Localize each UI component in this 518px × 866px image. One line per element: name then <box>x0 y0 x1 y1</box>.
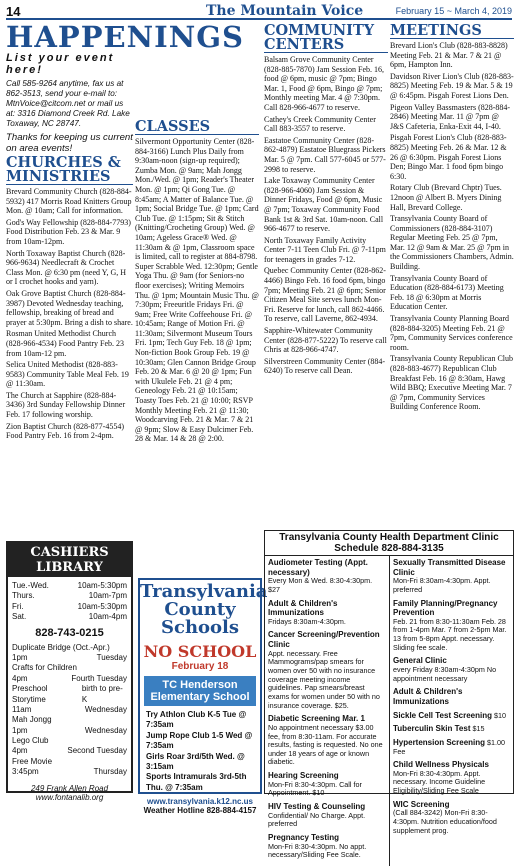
list-item: Lake Toxaway Community Center (828-966-4060) Jam Session & Dinner Fridays, Food @ 6pm, Music @ 7pm; Toxaway Community Food Bank 1st & 3rd Sat. 10am-noon. Call 966-4677 to reserve. <box>264 176 384 234</box>
school-event: Sports Intramurals 3rd-5th Thu. @ 7:35am <box>146 772 247 792</box>
list-item: Zion Baptist Church (828-877-4554) Food Pantry Feb. 16 from 2-4pm. <box>6 421 124 441</box>
event-row <box>12 715 127 725</box>
issue-date: February 15 ~ March 4, 2019 <box>395 6 512 16</box>
event-name: Mah Jongg <box>12 715 52 725</box>
event-name: Lego Club <box>12 736 49 746</box>
clinic-item <box>393 656 510 683</box>
event-name: Crafts for Children <box>12 663 77 673</box>
cashiers-title: CASHIERS LIBRARY <box>8 543 131 577</box>
event-name: 11am <box>12 704 32 714</box>
event-row <box>12 705 127 715</box>
happenings-title: HAPPENINGS <box>6 20 244 54</box>
event-row <box>12 746 127 756</box>
health-left-column <box>265 556 389 866</box>
clinic-item <box>268 630 386 710</box>
clinic-item <box>268 771 386 798</box>
clinic-item <box>393 760 510 796</box>
list-item: Sapphire-Whitewater Community Center (828-877-5222) To reserve call Chris at 828-966-4747. <box>264 326 387 355</box>
hours-day: Sat. <box>12 612 27 622</box>
hours-row <box>12 591 127 601</box>
event-when: birth to pre-K <box>81 684 123 704</box>
school-event: Jump Rope Club 1-5 Wed @ 7:35am <box>146 730 253 751</box>
clinic-detail: Fridays 8:30am-4:30pm. <box>268 616 346 626</box>
column-3 <box>264 22 388 527</box>
library-address: 249 Frank Allen Road <box>30 783 109 793</box>
event-name: 3:45pm <box>12 767 39 777</box>
school-event: Girls Roar 3rd/5th Wed. @ 3:15am <box>146 751 245 771</box>
clinic-detail: Mon-Fri 8:30-4:30pm. Call for Appointment. $10 <box>268 779 362 798</box>
clinic-detail: No appointment necessary $3.00 fee, from 8:30-11am. For accurate results, fasting is requested. No one under 18 years of age or known diabetic. <box>268 722 383 767</box>
list-item: Pisgah Forest Lion's Club (828-883-8825) Meeting Feb. 26 & Mar. 12 & 26 @ 6:30pm. Pisgah Forest Lions Den; Bingo Mar. 1 food 6pm bingo 6:30. <box>390 133 507 181</box>
clinic-detail: Every Mon & Wed. 8:30-4:30pm. $27 <box>268 576 373 594</box>
list-item: Selica United Methodist (828-883-9583) Community Table Meal Feb. 19 @ 11:30am. <box>6 360 129 389</box>
community-heading: COMMUNITY CENTERS <box>264 24 388 53</box>
hours-time: 10am-7pm <box>88 591 127 601</box>
hours-time: 10am-4pm <box>88 612 127 622</box>
list-item: Brevard Lion's Club (828-883-8828) Meeting Feb. 21 & Mar. 7 & 21 @ 6pm, Hampton Inn. <box>390 41 508 70</box>
list-item: Quebec Community Center (828-862-4466) Bingo Feb. 16 food 6pm, bingo 7pm; Meeting Feb. 21 @ 6pm; Senior Citizen Meal Site serves lunch Mon-Fri. Reserve for lunch, call 862-4466. To reserve, call Laverne, 862-4934. <box>264 266 386 324</box>
event-row <box>12 663 127 673</box>
list-item: Rosman United Methodist Church (828-966-4534) Food Pantry Feb. 23 from 10am-12 pm. <box>6 329 124 358</box>
page-header <box>6 4 512 20</box>
clinic-name: General Clinic <box>393 656 447 666</box>
clinic-detail: $15 <box>472 724 485 734</box>
list-item: Transylvania County Planning Board (828-884-3205) Meeting Feb. 21 @ 7pm, Community Services conference room. <box>390 314 513 352</box>
hours-row <box>12 602 127 612</box>
meetings-heading: MEETINGS <box>390 24 514 39</box>
event-when: Fourth Tuesday <box>71 673 127 683</box>
thanks-note: Thanks for keeping us current on area events! <box>6 132 133 154</box>
list-item: Balsam Grove Community Center (828-885-7870) Jam Session Feb. 16, food @ 6pm, music @ 7pm; Bingo Mar. 1, Food @ 6pm, Bingo @ 7pm; Monthly meeting Mar. 4 @ 7:30pm. Call 828-966-4677 to reserve. <box>264 55 384 112</box>
event-row <box>12 767 127 777</box>
event-row <box>12 653 127 663</box>
clinic-name: Child Wellness Physicals <box>393 760 489 770</box>
clinic-item <box>393 724 510 734</box>
clinic-detail: Feb. 21 from 8:30-11:30am Feb. 28 from 1-4pm Mar. 7 from 2-5pm Mar. 13 from 5-8pm Appt. necessary. Sliding fee scale. <box>393 616 507 652</box>
hours-time: 10am-5:30pm <box>77 581 127 590</box>
event-name: 4pm <box>12 673 28 683</box>
clinic-name: WIC Screening <box>393 799 450 809</box>
clinic-name: Diabetic Screening Mar. 1 <box>268 714 365 724</box>
event-name: Free Movie <box>12 756 53 766</box>
clinic-item <box>393 711 510 721</box>
list-item: Davidson River Lion's Club (828-883-8825) Meeting Feb. 19 & Mar. 5 & 19 @ 6:45pm. Pisgah Forest Lions Den. <box>390 71 514 100</box>
clinic-detail: $10 <box>494 710 507 720</box>
clinic-detail: Appt. necessary. Free Mammograms/pap smears for women over 50 with no insurance coverage meeting income guidelines. Pap smears/breast exams for women under 50 with no insurance coverage. $25. <box>268 648 380 710</box>
clinic-name: Hearing Screening <box>268 771 339 781</box>
classes-heading: CLASSES <box>135 120 259 135</box>
health-title: Transylvania County Health Department Clinic Schedule 828-884-3135 <box>265 531 513 556</box>
no-school-notice: NO SCHOOL <box>143 642 257 661</box>
list-item: Transylvania County Board of Commissioners (828-884-3107) Regular Meeting Feb. 25 @ 7pm, Mar. 12 @ 9am & Mar. 25 @ 7pm in the Commissioners Chambers, Admin. Building. <box>390 214 514 272</box>
schools-title: Transylvania County Schools <box>140 581 268 638</box>
clinic-detail: Mon-Fri 8:30am-4:30pm. Appt. preferred <box>393 576 491 594</box>
list-item: North Toxaway Baptist Church (828-966-9634) Needlecraft & Crochet Class Mon. @ 6:30 pm (need Y, G, H or I crochet hooks and yarn). <box>6 248 127 287</box>
hours-time: 10am-5:30pm <box>77 601 127 611</box>
clinic-name: Hypertension Screening <box>393 737 486 747</box>
hours-row <box>12 612 127 622</box>
clinic-detail: Mon-Fri 8:30-4:30pm. No appt. necessary/Sliding Fee Scale. <box>268 841 367 860</box>
list-item: North Toxaway Family Activity Center 7-11 Teen Club Fri. @ 7-11pm for teenagers in grades 7-12. <box>264 235 386 264</box>
school-event: Try Athlon Club K-5 Tue @ 7:35am <box>146 710 247 730</box>
list-item: Silvermont Opportunity Center (828-884-3166) Lunch Plus Daily from 9:30am-noon (sign-up required); Zumba Mon. @ 9am; Mah Jongg Mon./Wed. @ 1pm; Reader's Theater Mon. @ 1pm; Qi Gong Tue. @ 8:45am; A Matter of Balance Tue. @ 1pm; Social Bridge Tue. @ 1pm; Card Club Tue. @ 1:15pm; Sit & Stitch (Knitting/Crocheting Group) Wed. @ 10am; Ageless Grace® Wed. @ 11:30am & @ 1pm, Classroom space is limited, call to register at 884-8798. Super Scrabble Wed. 12:30pm; Gentle Yoga Thu. @ 9am (for Seniors-no floor exercises); Writing Memoirs Thu. @ 1pm; Mountain Music Thu. @ 7:30pm; Freeuritle Fridays Fri. @ 9am; Free Write Coffeehouse Fri. @ 10:45am; Range of Motion Fri. @ 11:30am; Silvermont Museum Tours Fri. 1pm; Tech Guy Feb. 18 @ 1pm; Non-fiction Book Group Feb. 19 @ 10:30am; Glen Cannon Bridge Group Feb. 20 & Mar. 6 @ 20 @ 1pm; Fun with Ukulele Feb. 21 @ 4 pm; Geneology Feb. 21 @ 10:15am; Toasty Toes Feb. 21 @ 10:00; RSVP Monthly Meeting Feb. 21 @ 11:30; Woodcarving Feb. 21 & Mar. 7 & 21 @ 9pm; Slow & Easy Dulcimer Feb. 28 & Mar. 14 & 28 @ 2:00. <box>135 137 259 444</box>
list-item: Oak Grove Baptist Church (828-884-3987) Devoted Wednesday teaching, fellowship, breaking of bread and prayer at 5:30pm. Bring a dish to share. <box>6 288 133 327</box>
clinic-item <box>393 558 510 595</box>
event-when: Thursday <box>93 767 127 777</box>
column-4 <box>390 22 514 414</box>
event-when: Second Tuesday <box>67 746 127 756</box>
clinic-detail: (Call 884-3242) Mon-Fri 8:30-4:30pm. Nutrition education/food supplement prog. <box>393 808 497 835</box>
clinic-detail: Mon-Fri 8:30-4:30pm. Appt. necessary. Income Guideline Eligibility/Sliding Fee Scale <box>393 768 486 796</box>
library-website: www.fontanalib.org <box>35 792 104 802</box>
column-2 <box>135 118 259 446</box>
list-item: Rotary Club (Brevard Chptr) Tues. 12noon @ Albert B. Myers Dining Hall, Brevard College. <box>390 183 502 212</box>
masthead: The Mountain Voice <box>206 3 364 19</box>
clinic-detail: every Friday 8:30am-4:30pm No appointment necessary <box>393 665 497 683</box>
clinic-item <box>268 599 386 627</box>
health-right-column <box>389 556 513 866</box>
clinic-name: HIV Testing & Counseling <box>268 802 366 812</box>
event-name: 1pm <box>12 652 28 662</box>
clinic-name: Pregnancy Testing <box>268 832 339 842</box>
clinic-name: Audiometer Testing (Appt. necessary) <box>268 558 368 577</box>
list-item: God's Way Fellowship (828-884-7793) Food Distribution Feb. 23 & Mar. 9 from 10am-12pm. <box>6 217 131 246</box>
clinic-item <box>268 802 386 829</box>
churches-heading: CHURCHES & MINISTRIES <box>6 156 133 185</box>
clinic-name: Sickle Cell Test Screening <box>393 710 493 720</box>
event-row <box>12 757 127 767</box>
clinic-name: Cancer Screening/Prevention Clinic <box>268 630 380 650</box>
hours-row <box>12 581 127 591</box>
schools-ad <box>138 578 268 816</box>
event-row <box>12 726 127 736</box>
list-item: Pigeon Valley Bassmasters (828-884-2846) Meeting Mar. 11 @ 7pm @ J&S Cafeteria, Enka-Exit 44, I-40. <box>390 102 511 131</box>
event-when: Wednesday <box>84 704 127 714</box>
clinic-name: Adult & Children's Immunizations <box>268 598 338 618</box>
clinic-name: Sexually Transmitted Disease Clinic <box>393 558 506 577</box>
event-when: Wednesday <box>84 725 127 735</box>
health-dept-schedule <box>264 530 514 860</box>
event-name: Duplicate Bridge (Oct.-Apr.) <box>12 642 110 652</box>
clinic-item <box>393 599 510 653</box>
schools-website: www.transylvania.k12.nc.us <box>147 797 253 807</box>
hours-day: Tue.-Wed. <box>12 581 49 590</box>
no-school-date: February 18 <box>171 661 229 672</box>
event-when: Tuesday <box>96 652 127 662</box>
list-item: The Church at Sapphire (828-884-3436) 3rd Sunday Fellowship Dinner Feb. 17 following worship. <box>6 390 126 420</box>
list-item: Silverstreen Community Center (884-6240) To reserve call Dean. <box>264 356 386 376</box>
page-number: 14 <box>6 4 21 19</box>
library-phone: 828-743-0215 <box>35 626 104 639</box>
event-row <box>12 684 127 705</box>
event-name: 4pm <box>12 746 28 756</box>
happenings-subtitle: List your event here! <box>6 52 115 76</box>
event-row <box>12 736 127 746</box>
hours-day: Fri. <box>12 601 24 611</box>
event-name: Preschool Storytime <box>12 684 48 704</box>
list-item: Transylvania County Board of Education (828-884-6173) Meeting Feb. 18 @ 6:30pm at Morris Education Center. <box>390 273 504 312</box>
submission-info: Call 585-9264 anytime, fax us at 862-3513, send your e-mail to: MtnVoice@citcom.net or mail us at: 3316 Diamond Creek Rd. Lake Toxaway, NC 28747. <box>6 79 130 128</box>
clinic-item <box>393 687 510 706</box>
clinic-name: Tuberculin Skin Test <box>393 724 471 734</box>
list-item: Eastatoe Community Center (828-862-4879) Eastatoe Bluegrass Pickers Mar. 5 @ 7pm. Call 577-6045 or 577-2998 to reserve. <box>264 135 386 174</box>
event-row <box>12 643 127 653</box>
cashiers-library-ad <box>6 541 133 802</box>
clinic-name: Family Planning/Pregnancy Prevention <box>393 598 498 618</box>
list-item: Cathey's Creek Community Center Call 883-3557 to reserve. <box>264 114 376 134</box>
clinic-name: Adult & Children's Immunizations <box>393 687 463 706</box>
clinic-detail: $1.00 Fee <box>393 737 506 756</box>
clinic-item <box>393 738 510 756</box>
clinic-item <box>268 833 386 860</box>
clinic-item <box>268 558 386 595</box>
clinic-detail: Confidential/ No Charge. Appt. preferred <box>268 810 366 829</box>
clinic-item <box>268 714 386 767</box>
hours-day: Thurs. <box>12 591 35 601</box>
event-name: 1pm <box>12 725 28 735</box>
list-item: Brevard Community Church (828-884-5932) 417 Morris Road Knitters Group Mon. @ 10am; Call for information. <box>6 187 132 216</box>
clinic-item <box>393 800 510 836</box>
event-row <box>12 674 127 684</box>
weather-hotline: Weather Hotline 828-884-4157 <box>143 806 257 816</box>
list-item: Transylvania County Republican Club (828-883-4677) Republican Club Breakfast Feb. 16 @ 8:30am, Hawg Wild BBQ; Executive Meeting Mar. 7 @ 7pm, Community Services Building Conference Room. <box>390 354 514 412</box>
school-name: TC Henderson Elementary School <box>144 676 256 706</box>
